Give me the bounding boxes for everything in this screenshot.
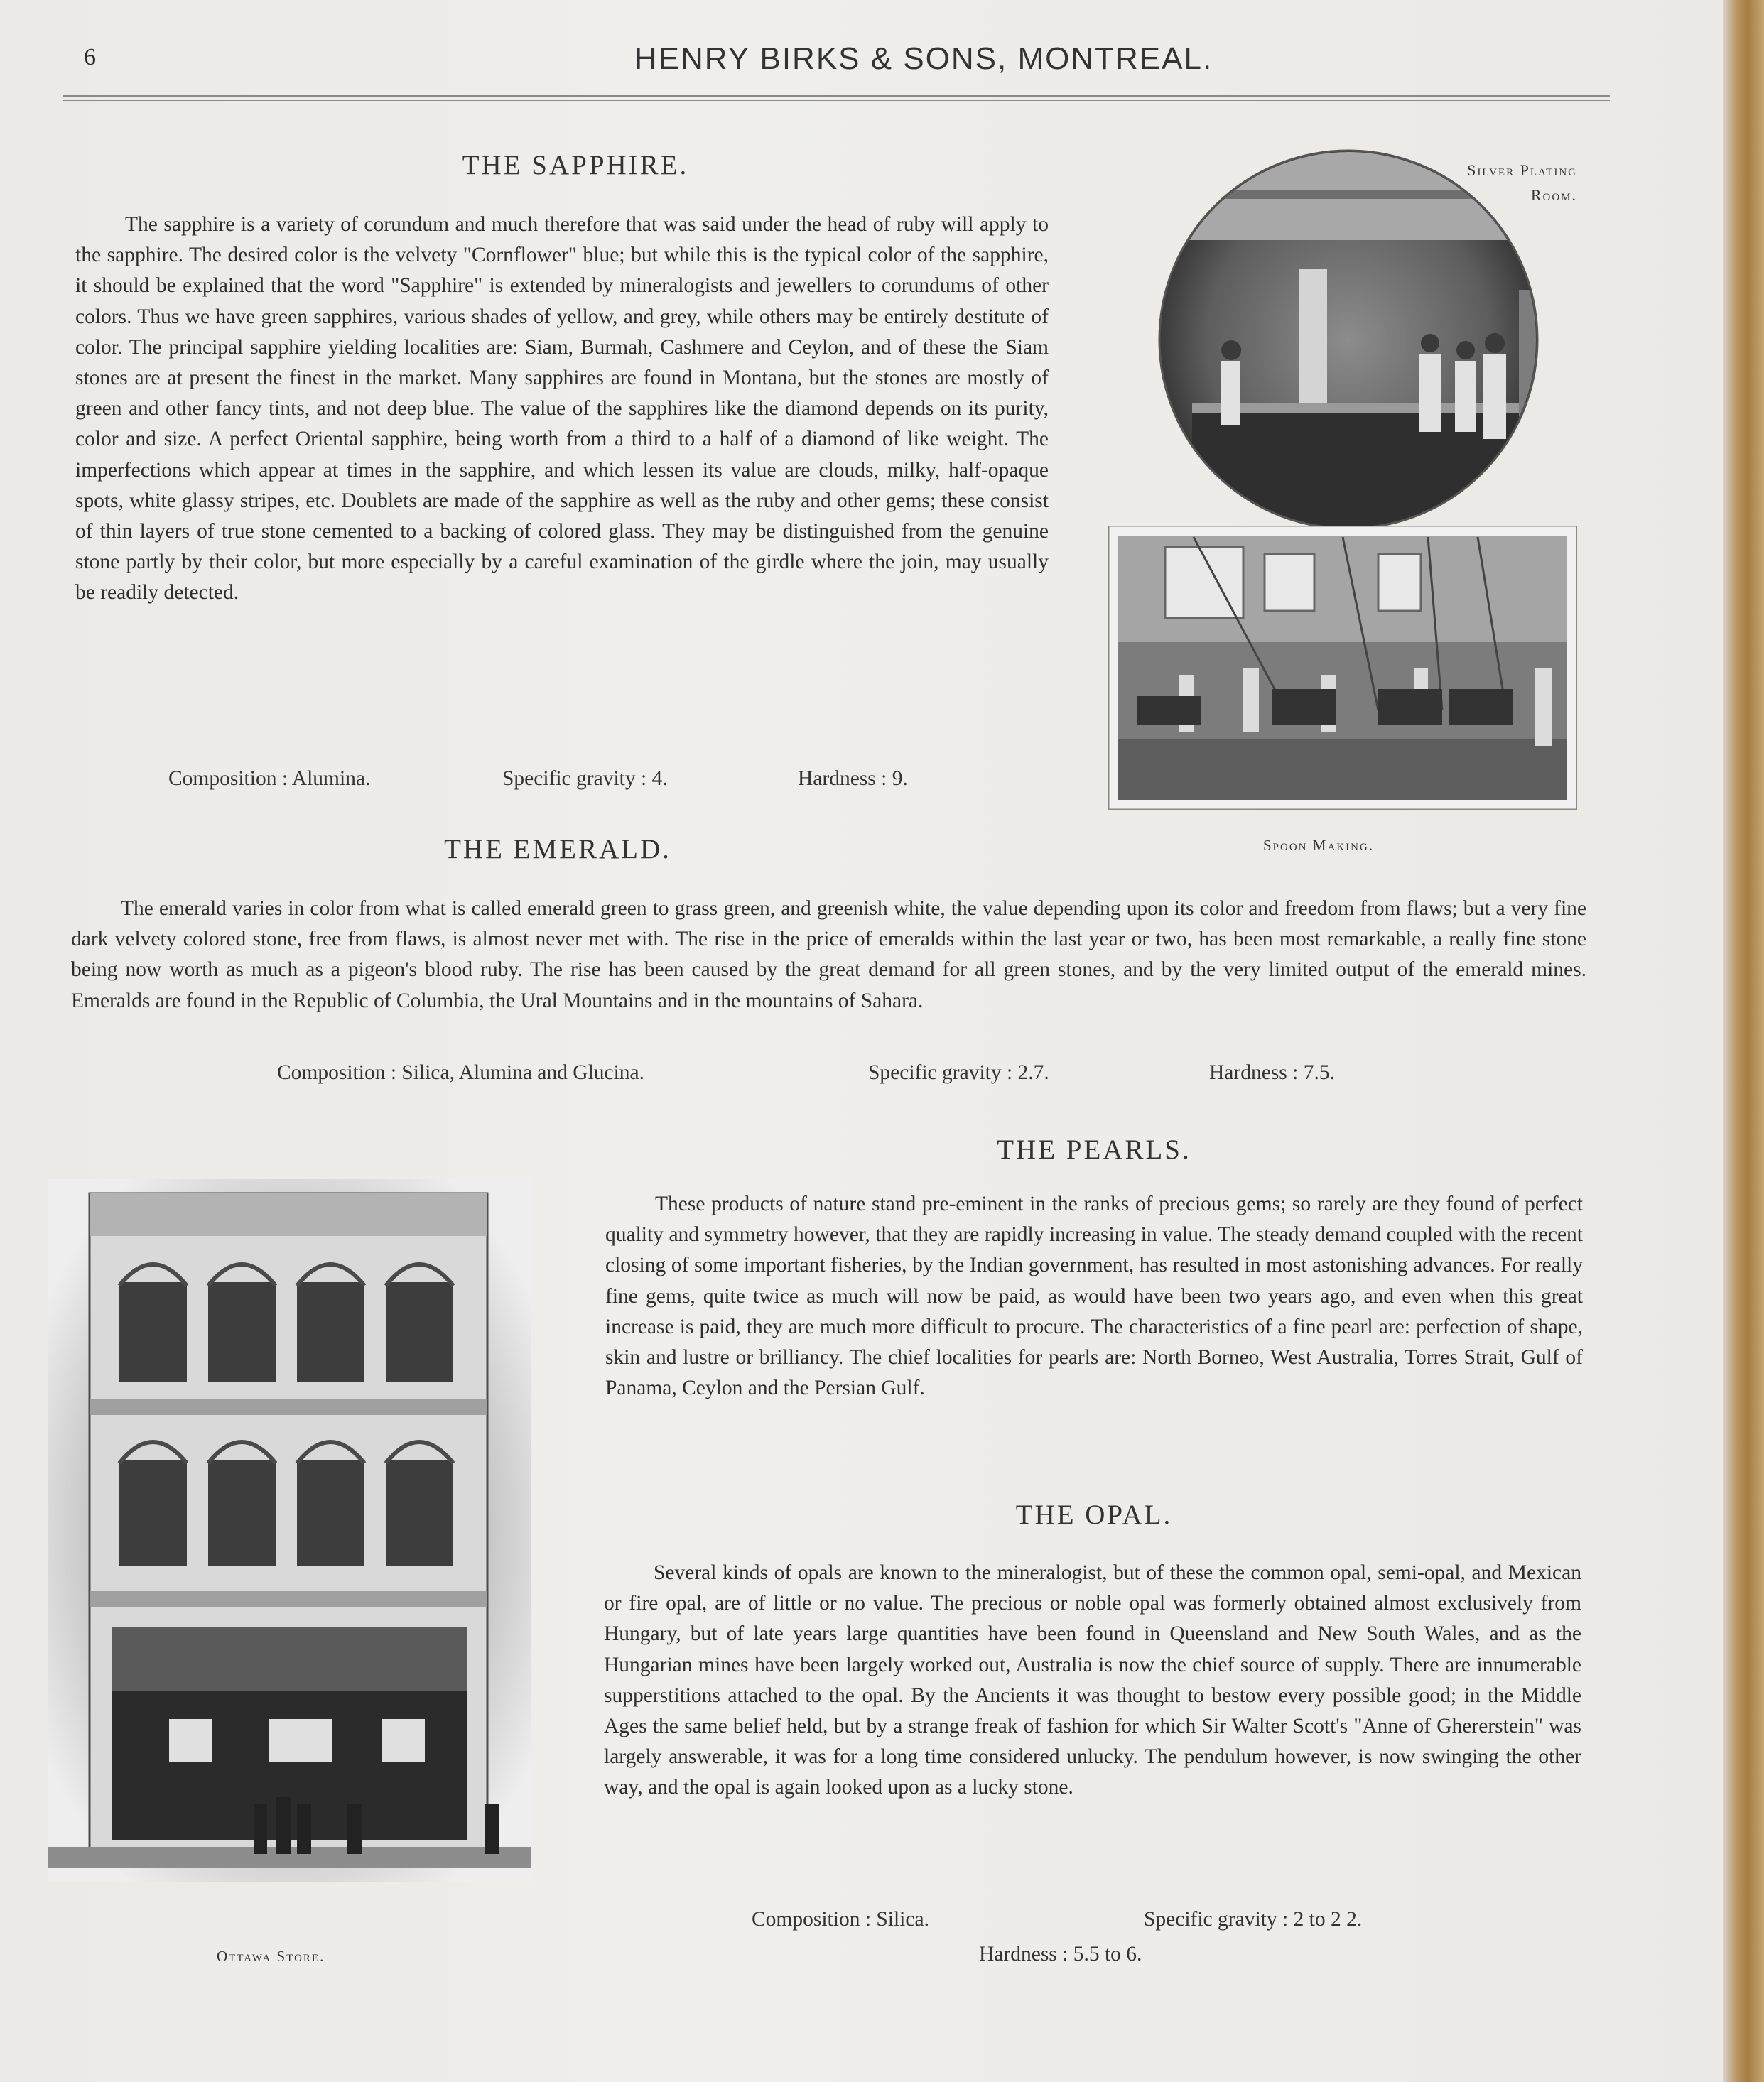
pearls-heading: THE PEARLS. <box>997 1134 1191 1165</box>
opal-body: Several kinds of opals are known to the mineralogist, but of these the common opal, semi-opal, and Mexican or fire opal, are of little or no value. The precious or noble opal was formerly obtained almost exclusively from Hungary, but of late years large quantities have been found in Queensland and New South Wales, and as the Hungarian mines have been largely worked out, Australia is now the chief source of supply. There are innumerable supperstitions attached to the opal. By the Ancients it was thought to bestow every possible good; in the Middle Ages the same belief held, but by a strange freak of fashion for which Sir Walter Scott's "Anne of Ghererstein" was largely answerable, it was for a long time considered unlucky. The pendulum however, is now swinging the other way, and the opal is again looked upon as a lucky stone. <box>604 1561 1581 1799</box>
spoon-making-photo <box>1108 526 1577 810</box>
ottawa-store-illustration <box>48 1179 531 1882</box>
emerald-specific-gravity: Specific gravity : 2.7. <box>868 1061 1049 1084</box>
sapphire-specific-gravity: Specific gravity : 4. <box>502 767 668 790</box>
emerald-hardness: Hardness : 7.5. <box>1209 1061 1335 1084</box>
pearls-body: These products of nature stand pre-eminent in the ranks of precious gems; so rarely are they found of perfect quality and symmetry however, that they are rapidly increasing in value. The steady demand coupled with the recent closing of some important fisheries, by the Indian government, has resulted in most astonishing advances. For really fine gems, quite twice as much will now be paid, as would have been two years ago, and even when this great increase is paid, they are much more difficult to procure. The characteristics of a fine pearl are: perfection of shape, skin and lustre or brilliancy. The chief localities for pearls are: North Borneo, West Australia, Torres Strait, Gulf of Panama, Ceylon and the Persian Gulf. <box>605 1193 1583 1400</box>
emerald-composition: Composition : Silica, Alumina and Glucina. <box>277 1061 645 1084</box>
sapphire-composition: Composition : Alumina. <box>168 767 371 790</box>
page-number: 6 <box>84 44 96 70</box>
sapphire-body: The sapphire is a variety of corundum and much therefore that was said under the head of ruby will apply to the sapphire. The desired color is the velvety "Cornflower" blue; but while this is the typical color of the sapphire, it should be explained that the word "Sapphire" is extended by mineralogists and jewellers to corundums of other colors. Thus we have green sapphires, various shades of yellow, and grey, while others may be entirely destitute of color. The principal sapphire yielding localities are: Siam, Burmah, Cashmere and Ceylon, and of these the Siam stones are at present the finest in the market. Many sapphires are found in Montana, but the stones are mostly of green and other fancy tints, and not deep blue. The value of the sapphires like the diamond depends on its purity, color and size. A perfect Oriental sapphire, being worth from a third to a half of a diamond of like weight. The imperfections which appear at times in the sapphire, and which lessen its value are clouds, milky, half-opaque spots, white glassy stripes, etc. Doublets are made of the sapphire as well as the ruby and other gems; these consist of thin layers of true stone cemented to a backing of colored glass. They may be distinguished from the genuine stone partly by their color, but more especially by a careful examination of the girdle where the join, may usually be readily detected. <box>75 213 1049 604</box>
opal-hardness: Hardness : 5.5 to 6. <box>979 1943 1142 1966</box>
opal-heading: THE OPAL. <box>1015 1500 1173 1530</box>
spoon-making-caption: Spoon Making. <box>1263 837 1375 854</box>
header-rule-thin <box>63 100 1610 101</box>
emerald-heading: THE EMERALD. <box>444 834 671 864</box>
header-rule <box>63 95 1610 97</box>
silver-plating-caption: Silver Plating Room. <box>1467 161 1577 204</box>
book-binding-edge <box>1723 0 1764 2082</box>
opal-specific-gravity: Specific gravity : 2 to 2 2. <box>1144 1908 1363 1931</box>
emerald-body: The emerald varies in color from what is called emerald green to grass green, and greenish white, the value depending upon its color and freedom from flaws; but a very fine dark velvety colored stone, free from flaws, is almost never met with. The rise in the price of emeralds within the last year or two, has been most remarkable, a really fine stone being now worth as much as a pigeon's blood ruby. The rise has been caused by the great demand for all green stones, and by the very limited output of the emerald mines. Emeralds are found in the Republic of Columbia, the Ural Mountains and in the mountains of Sahara. <box>71 897 1586 1012</box>
opal-composition: Composition : Silica. <box>752 1908 929 1931</box>
sapphire-heading: THE SAPPHIRE. <box>462 150 689 180</box>
running-head: HENRY BIRKS & SONS, MONTREAL. <box>634 41 1213 76</box>
ottawa-store-caption: Ottawa Store. <box>217 1948 325 1965</box>
sapphire-hardness: Hardness : 9. <box>798 767 908 790</box>
